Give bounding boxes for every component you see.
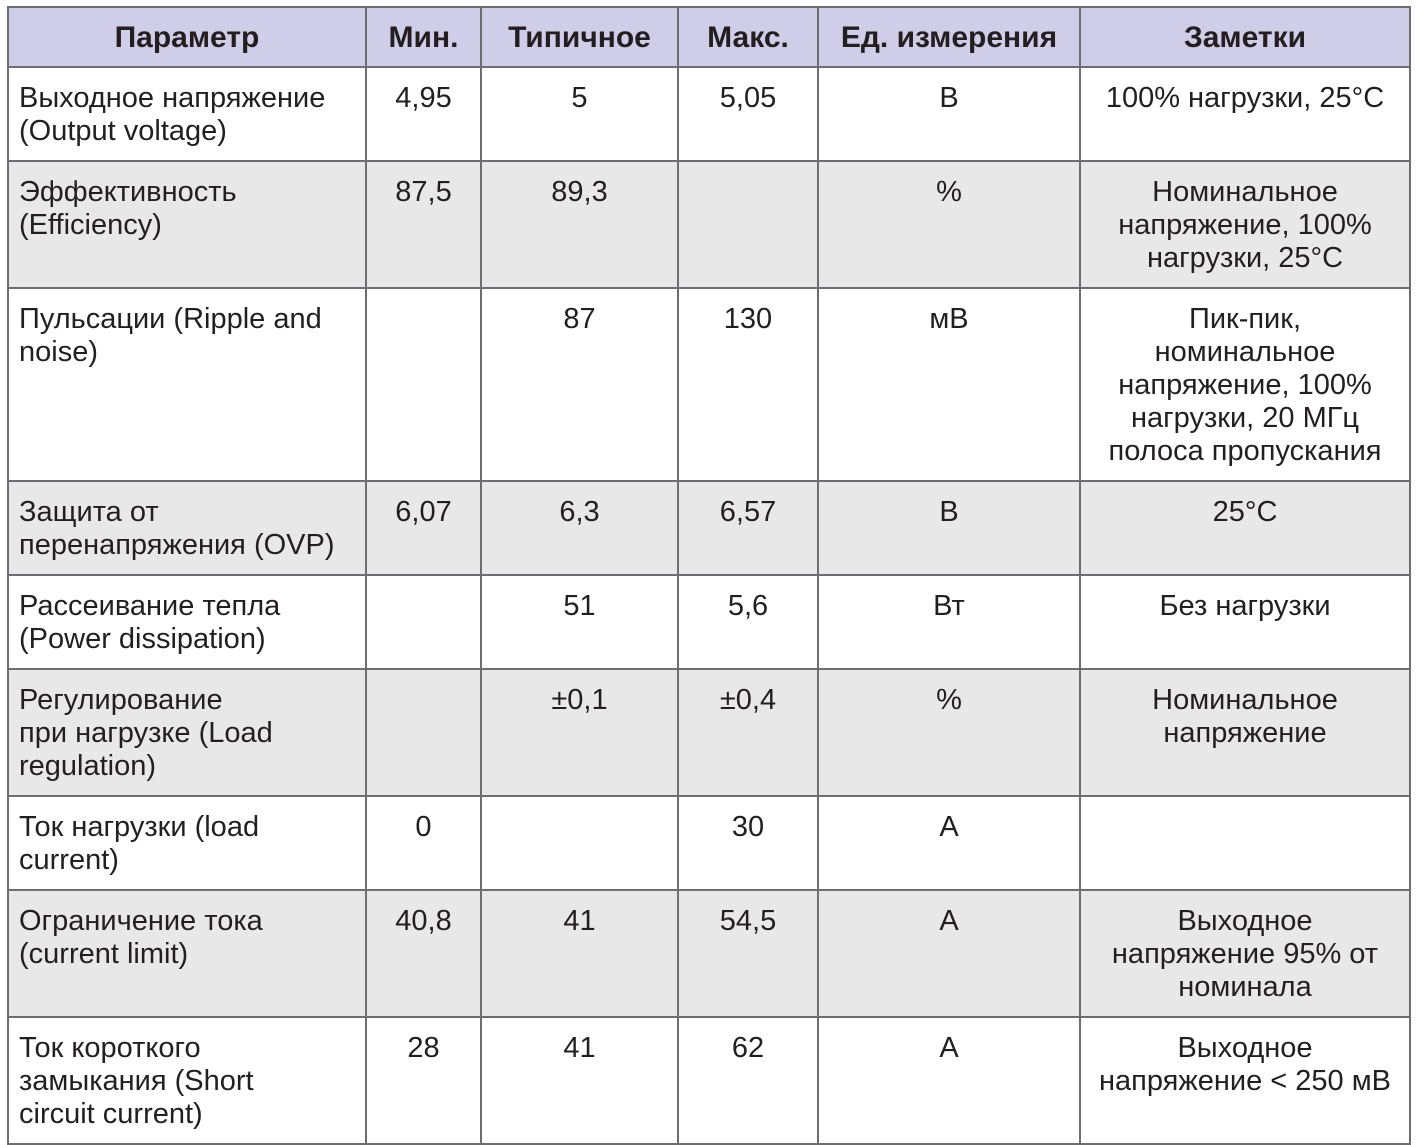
cell-notes: Выходное напряжение < 250 мВ bbox=[1080, 1017, 1410, 1144]
cell-notes: Пик-пик, номинальное напряжение, 100% нагрузки, 20 МГц полоса пропускания bbox=[1080, 288, 1410, 481]
cell-max: 30 bbox=[678, 796, 818, 890]
header-notes: Заметки bbox=[1080, 7, 1410, 67]
header-typ: Типичное bbox=[481, 7, 678, 67]
cell-min: 0 bbox=[366, 796, 481, 890]
cell-typ: ±0,1 bbox=[481, 669, 678, 796]
table-row bbox=[8, 288, 1410, 481]
header-param: Параметр bbox=[8, 7, 366, 67]
cell-notes: Номинальное напряжение, 100% нагрузки, 25°С bbox=[1080, 161, 1410, 288]
cell-unit: А bbox=[818, 796, 1080, 890]
cell-min: 4,95 bbox=[366, 67, 481, 161]
cell-unit: мВ bbox=[818, 288, 1080, 481]
cell-param: Регулирование при нагрузке (Load regulation) bbox=[8, 669, 366, 796]
cell-notes: Без нагрузки bbox=[1080, 575, 1410, 669]
cell-notes: Выходное напряжение 95% от номинала bbox=[1080, 890, 1410, 1017]
table-row bbox=[8, 575, 1410, 669]
cell-min: 87,5 bbox=[366, 161, 481, 288]
cell-notes: 100% нагрузки, 25°С bbox=[1080, 67, 1410, 161]
cell-notes: 25°С bbox=[1080, 481, 1410, 575]
cell-min bbox=[366, 288, 481, 481]
cell-max: 5,6 bbox=[678, 575, 818, 669]
cell-unit: А bbox=[818, 890, 1080, 1017]
cell-typ: 87 bbox=[481, 288, 678, 481]
cell-param: Ток короткого замыкания (Short circuit current) bbox=[8, 1017, 366, 1144]
cell-typ: 41 bbox=[481, 1017, 678, 1144]
cell-unit: % bbox=[818, 669, 1080, 796]
cell-notes bbox=[1080, 796, 1410, 890]
cell-min: 28 bbox=[366, 1017, 481, 1144]
cell-max: 62 bbox=[678, 1017, 818, 1144]
cell-param: Ограничение тока (current limit) bbox=[8, 890, 366, 1017]
cell-typ: 89,3 bbox=[481, 161, 678, 288]
cell-min bbox=[366, 575, 481, 669]
cell-max: 54,5 bbox=[678, 890, 818, 1017]
cell-max: ±0,4 bbox=[678, 669, 818, 796]
cell-unit: В bbox=[818, 481, 1080, 575]
cell-param: Эффективность (Efficiency) bbox=[8, 161, 366, 288]
table-row bbox=[8, 1017, 1410, 1144]
cell-param: Ток нагрузки (load current) bbox=[8, 796, 366, 890]
cell-unit: Вт bbox=[818, 575, 1080, 669]
cell-typ: 41 bbox=[481, 890, 678, 1017]
cell-min: 40,8 bbox=[366, 890, 481, 1017]
header-unit: Ед. измерения bbox=[818, 7, 1080, 67]
cell-notes: Номинальное напряжение bbox=[1080, 669, 1410, 796]
cell-unit: % bbox=[818, 161, 1080, 288]
cell-typ: 6,3 bbox=[481, 481, 678, 575]
cell-typ: 51 bbox=[481, 575, 678, 669]
cell-min: 6,07 bbox=[366, 481, 481, 575]
cell-param: Рассеивание тепла (Power dissipation) bbox=[8, 575, 366, 669]
header-min: Мин. bbox=[366, 7, 481, 67]
cell-max: 6,57 bbox=[678, 481, 818, 575]
table-header-row bbox=[8, 7, 1410, 67]
cell-max bbox=[678, 161, 818, 288]
table-row bbox=[8, 481, 1410, 575]
cell-unit: В bbox=[818, 67, 1080, 161]
header-max: Макс. bbox=[678, 7, 818, 67]
cell-param: Пульсации (Ripple and noise) bbox=[8, 288, 366, 481]
cell-typ bbox=[481, 796, 678, 890]
cell-typ: 5 bbox=[481, 67, 678, 161]
table-row bbox=[8, 67, 1410, 161]
cell-unit: А bbox=[818, 1017, 1080, 1144]
table-row bbox=[8, 796, 1410, 890]
cell-max: 130 bbox=[678, 288, 818, 481]
cell-max: 5,05 bbox=[678, 67, 818, 161]
cell-min bbox=[366, 669, 481, 796]
table-row bbox=[8, 669, 1410, 796]
cell-param: Выходное напряжение (Output voltage) bbox=[8, 67, 366, 161]
table-row bbox=[8, 161, 1410, 288]
table-row bbox=[8, 890, 1410, 1017]
spec-table bbox=[7, 6, 1411, 1145]
cell-param: Защита от перенапряжения (OVP) bbox=[8, 481, 366, 575]
